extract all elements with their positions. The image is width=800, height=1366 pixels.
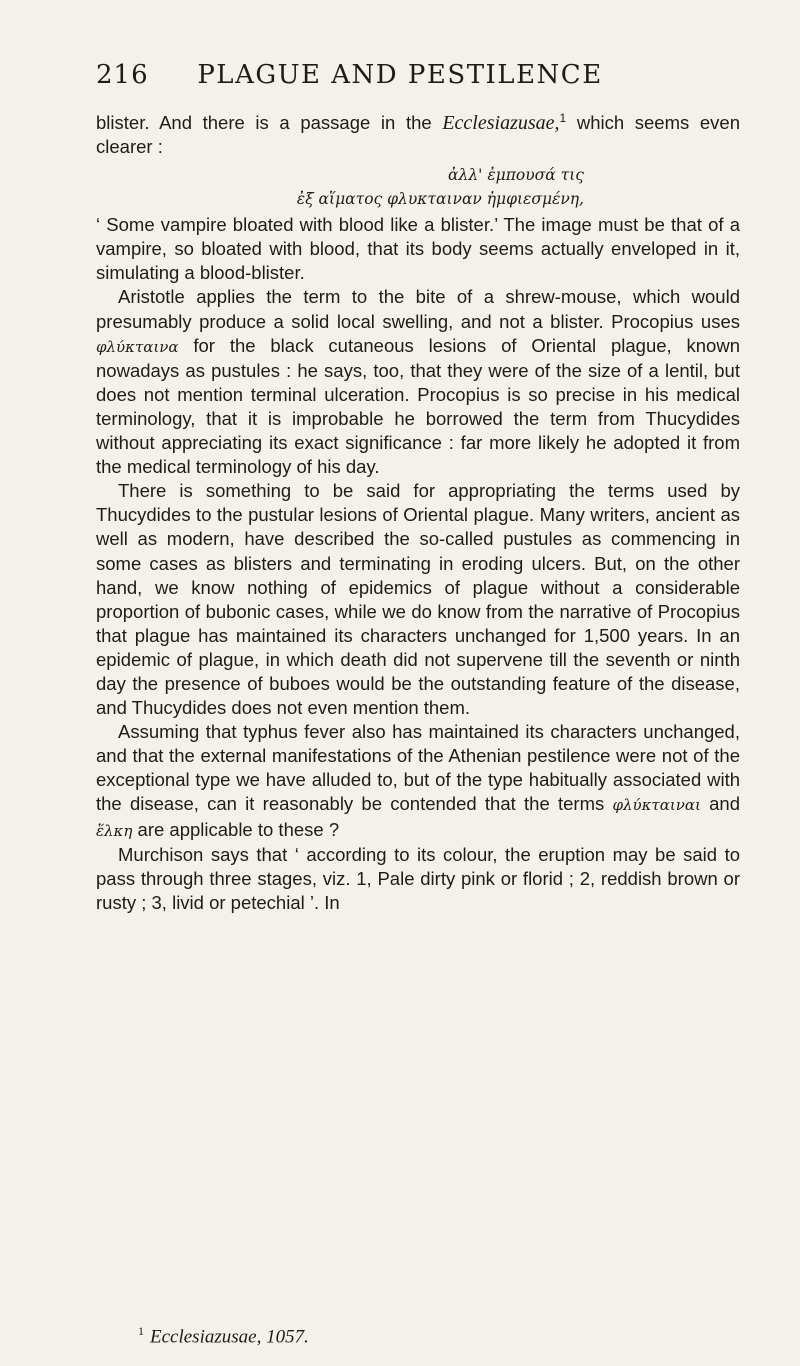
greek-quotation [96,163,740,211]
verse-line-2: ἐξ αἵματος φλυκταιναν ἠμφιεσμένη, [296,190,584,209]
paragraph-4: There is something to be said for appropriating the terms used by Thucydides to the pustular lesions of Oriental plague. Many writers, ancient as well as modern, have described the so-called pustules as commencing in some cases as blisters and terminating in eroding ulcers. But, on the other hand, we know nothing of epidemics of plague without a considerable proportion of bubonic cases, while we do know from the narrative of Procopius that plague has maintained its characters unchanged for 1,500 years. In an epidemic of plague, in which death did not supervene till the seventh or ninth day the presence of buboes would be the outstanding feature of the disease, and Thucydides does not even mention them. [96,480,740,719]
paragraph-3-text-end: for the black cutaneous lesions of Oriental plague, known nowadays as pustules : he says, too, that they were of the size of a lentil, but does not mention terminal ulceration. Procopius is so precise in his medical terminology, that it is improbable he borrowed the term from Thucydides without appreciating its exact significance : far more likely he adopted it from the medical terminology of his day. [96,334,740,478]
footnote-ref: 1 [559,110,567,125]
footnote-mark: 1 [138,1324,144,1338]
footnote [138,1324,309,1348]
paragraph-5-text: Assuming that typhus fever also has maintained its characters unchanged, and that the external manifestations of the Athenian pestilence were not of the exceptional type we have alluded to, but of the type habitually associated with the disease, can it reasonably be contended that the terms [96,721,740,815]
footnote-text: Ecclesiazusae, 1057. [150,1326,309,1348]
greek-term-1: φλύκταιναι [612,796,701,815]
body-text [96,111,740,915]
paragraph-3-text: Aristotle applies the term to the bite of a shrew-mouse, which would presumably produce a solid local swelling, and not a blister. Procopius uses [96,286,740,332]
paragraph-5-conjunction: and [700,793,740,815]
paragraph-5-text-end: are applicable to these ? [132,818,340,840]
paragraph-2: ‘ Some vampire bloated with blood like a blister.’ The image must be that of a vampire, so bloated with blood, that its body seems actually enveloped in it, simulating a blood-blister. [96,214,740,284]
paragraph-1-text: blister. And there is a passage in the [96,112,443,133]
page-number: 216 [96,60,149,90]
paragraph-6: Murchison says that ‘ according to its colour, the eruption may be said to pass through three stages, viz. 1, Pale dirty pink or florid ; 2, reddish brown or rusty ; 3, livid or petechial ’. In [96,843,740,913]
paragraph-5 [96,720,740,842]
page-header [96,60,704,100]
paragraph-1 [96,111,740,159]
verse-line-1: ἀλλ' ἐμπουσά τις [448,166,584,185]
running-head: PLAGUE AND PESTILENCE [197,60,603,90]
greek-term-2: ἕλκη [96,821,133,840]
paragraph-1-text-end: which seems even clearer : [96,112,741,158]
work-title: Ecclesiazusae, [442,112,560,134]
greek-term: φλύκταινα [96,337,179,356]
paragraph-3 [96,285,740,479]
